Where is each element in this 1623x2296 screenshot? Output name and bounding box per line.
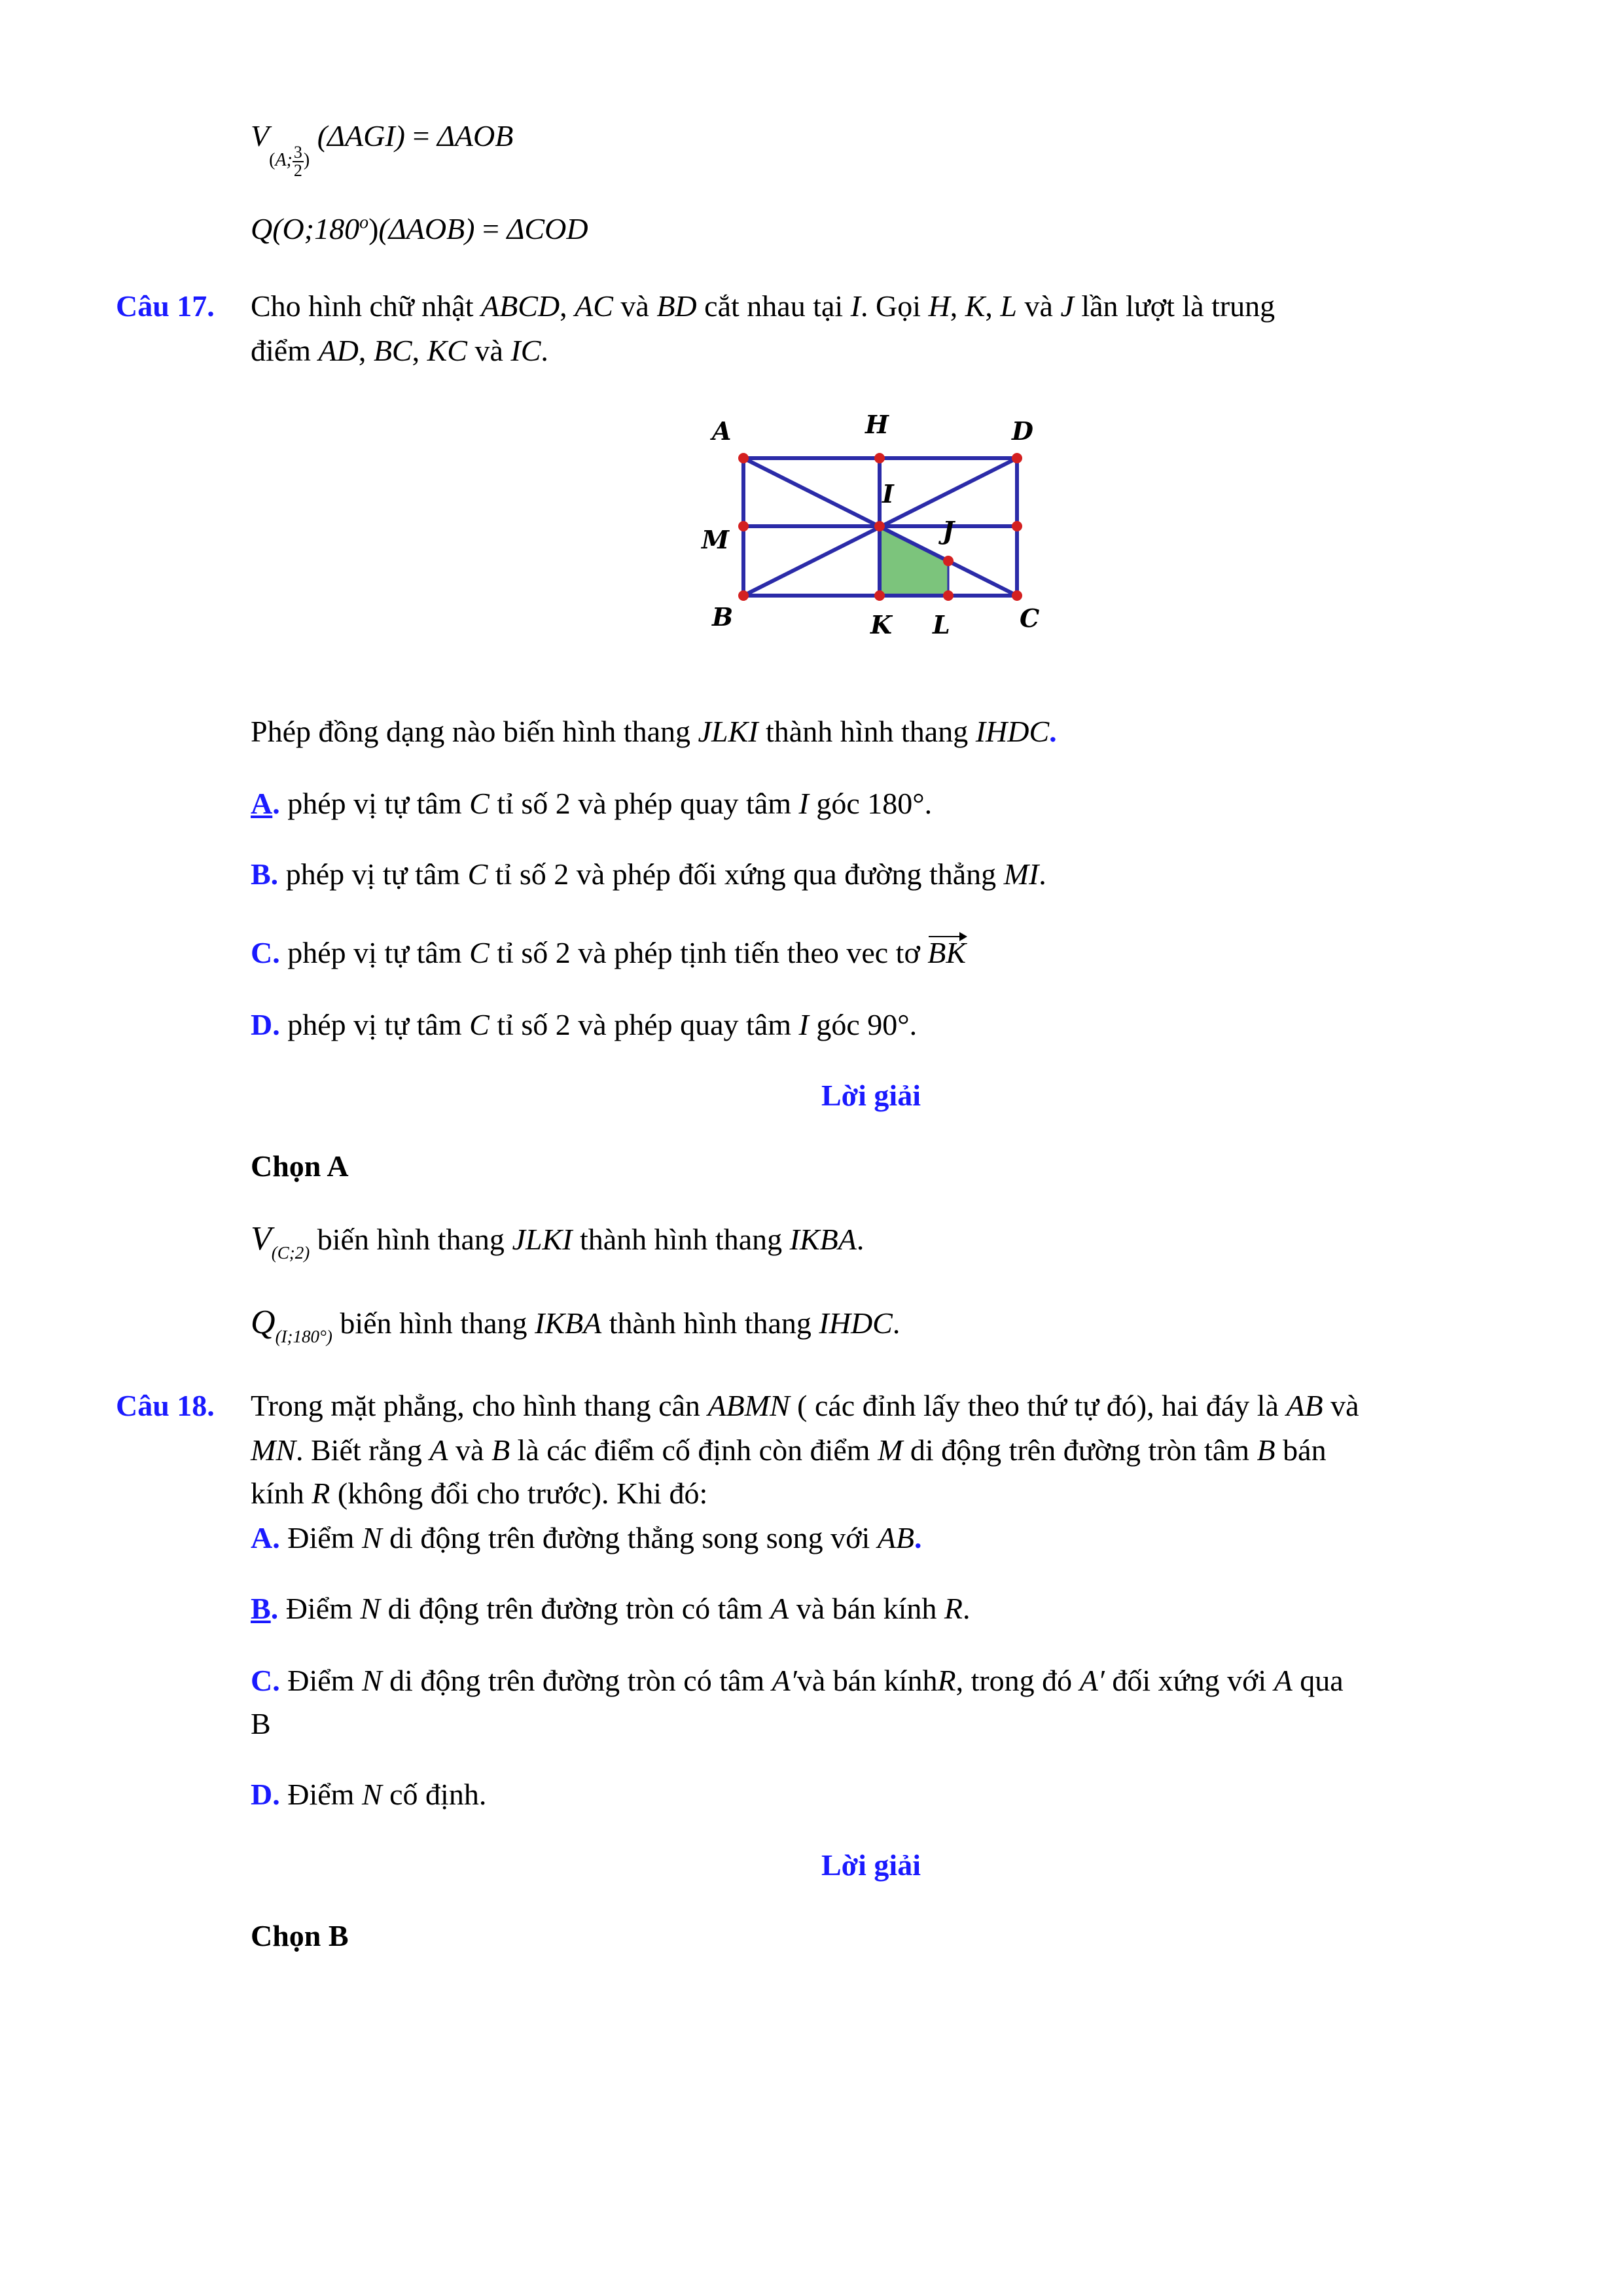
text-run: phép vị tự tâm (278, 857, 468, 891)
text-run: phép vị tự tâm (279, 787, 470, 820)
text-run: lần lượt là trung (1073, 289, 1275, 323)
label-I: I (882, 479, 894, 509)
text-run: và (613, 289, 657, 323)
text-run: qua (1292, 1664, 1344, 1697)
math-symbol: N (360, 1592, 381, 1625)
solution-17-step1: $V_{(C;2)}$ biến hình thang JLKI thành hình thang IKBA. (251, 1220, 865, 1263)
math-symbol: ABMN (707, 1389, 790, 1422)
text-run: và bán kính (796, 1664, 938, 1697)
math-symbol: AD (318, 334, 359, 367)
option-18-a[interactable]: A. Điểm N di động trên đường thẳng song song với AB. (251, 1521, 922, 1554)
text-run: . Gọi (861, 289, 929, 323)
question-17-stem-line1 (251, 288, 1275, 324)
text-run: và (1017, 289, 1061, 323)
math-symbol: B (1257, 1433, 1275, 1467)
question-17-number: Câu 17. (116, 289, 215, 323)
math-symbol: I (850, 289, 861, 323)
text-run: kính (251, 1477, 312, 1510)
option-17-c[interactable]: C. phép vị tự tâm C tỉ số 2 và phép tịnh tiến theo vec tơ BK (251, 935, 966, 971)
label-C: C (1020, 603, 1040, 633)
math-symbol: H (928, 289, 950, 323)
math-symbol: B (491, 1433, 510, 1467)
formula-homothety: $V_{(A; \frac{3}{2} )}$ (ΔAGI) = ΔAOB (251, 119, 514, 180)
text-run: . (892, 1306, 901, 1340)
text-run: Trong mặt phẳng, cho hình thang cân (251, 1389, 708, 1422)
point-a (738, 453, 749, 463)
option-18-c[interactable]: C. Điểm N di động trên đường tròn có tâm A′và bán kínhR, trong đó A′ đối xứng với A qua (251, 1664, 1344, 1697)
label-D: D (1012, 416, 1033, 446)
text-run: tỉ số 2 và phép đối xứng qua đường thẳng (488, 857, 1004, 891)
text-run: di động trên đường tròn tâm (902, 1433, 1257, 1467)
text-run: Điểm (279, 1664, 362, 1697)
point-j (943, 556, 954, 566)
text-run: và (467, 334, 511, 367)
label-K: K (870, 610, 893, 639)
question-17-stem-line2 (251, 332, 548, 368)
math-symbol: IC (510, 334, 541, 367)
math-symbol: N (361, 1664, 382, 1697)
text-run: . (856, 1223, 865, 1256)
option-18-b[interactable]: B. Điểm N di động trên đường tròn có tâm A và bán kính R. (251, 1592, 971, 1625)
option-17-a[interactable]: A. phép vị tự tâm C tỉ số 2 và phép quay tâm I góc 180°. (251, 787, 933, 820)
math-symbol: L (1000, 289, 1018, 323)
text-run: thành hình thang (758, 715, 976, 748)
text-run: cố định. (382, 1778, 487, 1811)
question-17-prompt: Phép đồng dạng nào biến hình thang JLKI thành hình thang IHDC. (251, 715, 1057, 748)
math-symbol: AB (877, 1521, 914, 1554)
math-symbol: I (798, 787, 809, 820)
math-symbol: R (937, 1664, 956, 1697)
text-run: biến hình thang (332, 1306, 535, 1340)
point-h (874, 453, 885, 463)
math-symbol: MN (251, 1433, 296, 1467)
text-run: Điểm (278, 1592, 361, 1625)
math-symbol: I (798, 1008, 809, 1041)
math-symbol: R (312, 1477, 330, 1510)
text-run: Phép đồng dạng nào biến hình thang (251, 715, 698, 748)
label-J: J (942, 516, 954, 545)
math-symbol: IHDC (975, 715, 1050, 748)
text-run: cắt nhau tại (696, 289, 851, 323)
text-run: biến hình thang (310, 1223, 512, 1256)
point-l (943, 590, 954, 601)
math-symbol: K (965, 289, 986, 323)
option-18-c-line2: B (251, 1707, 271, 1740)
text-run: điểm (251, 334, 319, 367)
text-run: và (448, 1433, 491, 1467)
label-M: M (702, 525, 730, 554)
point-n (1012, 521, 1022, 531)
label-H: H (865, 410, 889, 439)
text-run: Điểm (279, 1778, 362, 1811)
text-run: là các điểm cố định còn điểm (510, 1433, 878, 1467)
text-run: , (560, 289, 575, 323)
question-18-number: Câu 18. (116, 1389, 215, 1422)
point-i (874, 521, 885, 531)
math-symbol: BC (373, 334, 412, 367)
question-18-stem-line1 (251, 1388, 1359, 1424)
math-symbol: C (467, 857, 488, 891)
solution-17-choice: Chọn A (251, 1149, 349, 1183)
math-symbol: N (361, 1778, 382, 1811)
text-run: bán (1275, 1433, 1327, 1467)
math-symbol: BD (656, 289, 697, 323)
math-symbol: IKBA (789, 1223, 857, 1256)
math-symbol: R (944, 1592, 963, 1625)
text-run: phép vị tự tâm (279, 1008, 470, 1041)
math-symbol: AB (1286, 1389, 1323, 1422)
text-run: . (962, 1592, 971, 1625)
math-symbol: MI (1003, 857, 1039, 891)
math-symbol: N (361, 1521, 382, 1554)
point-m (738, 521, 749, 531)
point-k (874, 590, 885, 601)
text-run: , trong đó (955, 1664, 1080, 1697)
math-symbol: A′ (772, 1664, 797, 1697)
vector-bk: BK (927, 935, 966, 971)
text-run: đối xứng với (1104, 1664, 1274, 1697)
solution-18-choice: Chọn B (251, 1919, 349, 1952)
math-symbol: ABCD (481, 289, 560, 323)
text-run: . (541, 334, 548, 367)
rectangle-figure (694, 406, 1060, 641)
math-symbol: A (1274, 1664, 1293, 1697)
text-run: , (950, 289, 965, 323)
question-18-stem-line3 (251, 1475, 707, 1511)
math-symbol: J (1060, 289, 1074, 323)
solution-17-title: Lời giải (821, 1079, 921, 1112)
math-symbol: C (469, 787, 490, 820)
text-run: (không đổi cho trước). Khi đó: (330, 1477, 708, 1510)
text-run: di động trên đường tròn có tâm (382, 1664, 772, 1697)
text-run: Điểm (279, 1521, 362, 1554)
text-run: góc 90°. (808, 1008, 918, 1041)
math-symbol: C (469, 1008, 490, 1041)
math-symbol: IKBA (535, 1306, 602, 1340)
text-run: và (1323, 1389, 1359, 1422)
text-run: di động trên đường tròn có tâm (380, 1592, 771, 1625)
math-symbol: A′ (1079, 1664, 1105, 1697)
math-symbol: JLKI (698, 715, 758, 748)
text-run: thành hình thang (601, 1306, 819, 1340)
option-17-b[interactable]: B. phép vị tự tâm C tỉ số 2 và phép đối xứng qua đường thẳng MI. (251, 857, 1046, 891)
text-run: tỉ số 2 và phép quay tâm (489, 1008, 799, 1041)
math-symbol: A (770, 1592, 789, 1625)
question-18-stem-line2 (251, 1432, 1327, 1468)
text-run: phép vị tự tâm (279, 936, 470, 969)
solution-18-title: Lời giải (821, 1848, 921, 1882)
text-run: , (985, 289, 1001, 323)
text-run: di động trên đường thẳng song song với (382, 1521, 878, 1554)
text-run: , (412, 334, 427, 367)
text-run: và bán kính (789, 1592, 944, 1625)
text-run: , (358, 334, 374, 367)
solution-17-step2: $Q_{(I;180^\circ)}$ biến hình thang IKBA thành hình thang IHDC. (251, 1304, 901, 1346)
text-run: . (1039, 857, 1046, 891)
math-symbol: AC (575, 289, 613, 323)
trapezoid-jlki (880, 526, 948, 596)
option-18-d[interactable]: D. Điểm N cố định. (251, 1778, 487, 1811)
text-run: Cho hình chữ nhật (251, 289, 482, 323)
text-run: tỉ số 2 và phép tịnh tiến theo vec tơ (489, 936, 928, 969)
math-symbol: C (469, 936, 490, 969)
label-L: L (933, 610, 950, 639)
math-symbol: KC (427, 334, 467, 367)
label-A: A (712, 416, 732, 446)
text-run: thành hình thang (572, 1223, 790, 1256)
math-symbol: IHDC (819, 1306, 893, 1340)
math-symbol: M (878, 1433, 903, 1467)
point-c (1012, 590, 1022, 601)
label-B: B (712, 602, 734, 632)
fraction: $\frac{3}{2}$ (293, 142, 302, 180)
formula-rotation: Q(O;180$^o$)(ΔAOB) = ΔCOD (251, 212, 588, 245)
math-symbol: A (429, 1433, 448, 1467)
point-b (738, 590, 749, 601)
option-17-d[interactable]: D. phép vị tự tâm C tỉ số 2 và phép quay tâm I góc 90°. (251, 1008, 918, 1041)
math-symbol: JLKI (512, 1223, 573, 1256)
text-run: tỉ số 2 và phép quay tâm (489, 787, 799, 820)
point-d (1012, 453, 1022, 463)
text-run: . Biết rằng (296, 1433, 430, 1467)
text-run: góc 180°. (808, 787, 933, 820)
text-run: ( các đỉnh lấy theo thứ tự đó), hai đáy là (789, 1389, 1287, 1422)
